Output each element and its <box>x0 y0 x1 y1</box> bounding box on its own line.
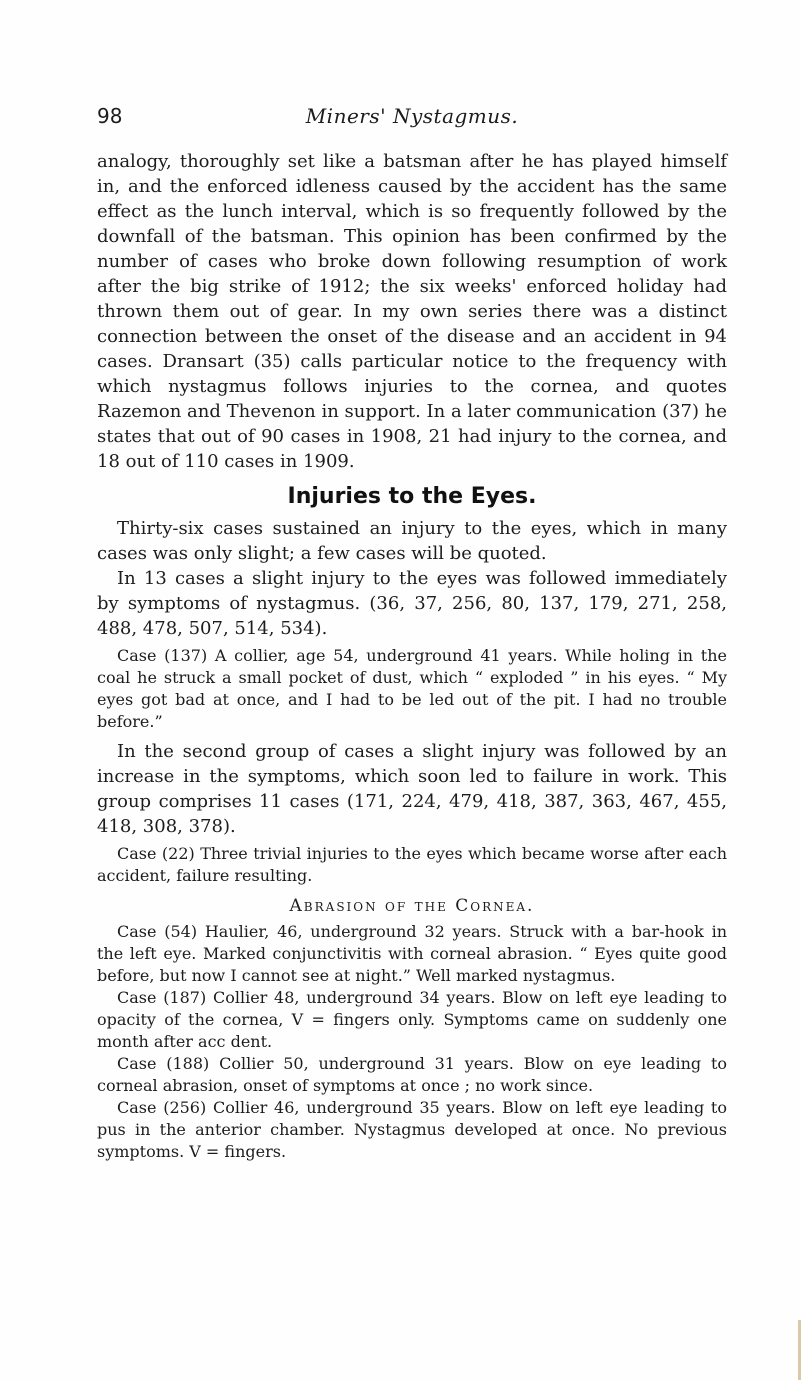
case-256: Case (256) Collier 46, underground 35 years. Blow on left eye leading to pus in the anterior chamber. Nystagmus developed at once. No previous symptoms. V = fingers. <box>97 1098 727 1161</box>
case-187: Case (187) Collier 48, underground 34 years. Blow on left eye leading to opacity of the cornea, V = fingers only. Symptoms came on suddenly one month after acc dent. <box>97 988 727 1051</box>
body-text <box>97 149 727 1163</box>
section-heading-injuries: Injuries to the Eyes. <box>287 484 537 509</box>
subheading-abrasion-cornea: Abrasion of the Cornea. <box>289 896 535 916</box>
case-188: Case (188) Collier 50, underground 31 years. Blow on eye leading to corneal abrasion, onset of symptoms at once ; no work since. <box>97 1054 727 1095</box>
paragraph-intro: analogy, thoroughly set like a batsman after he has played himself in, and the enforced idleness caused by the accident has the same effect as the lunch interval, which is so frequently followed by the downfall of the batsman. This opinion has been confirmed by the number of cases who broke down following resumption of work after the big strike of 1912; the six weeks' enforced holiday had thrown them out of gear. In my own series there was a distinct connection between the onset of the disease and an accident in 94 cases. Dransart (35) calls particular notice to the frequency with which nystagmus follows injuries to the cornea, and quotes Razemon and Thevenon in support. In a later communication (37) he states that out of 90 cases in 1908, 21 had injury to the cornea, and 18 out of 110 cases in 1909. <box>97 151 727 472</box>
case-54: Case (54) Haulier, 46, underground 32 years. Struck with a bar-hook in the left eye. Marked conjunctivitis with corneal abrasion. “ Eyes quite good before, but now I cannot see at night.” Well marked nystagmus. <box>97 922 727 985</box>
case-137: Case (137) A collier, age 54, underground 41 years. While holing in the coal he struck a small pocket of dust, which “ exploded ” in his eyes. “ My eyes got bad at once, and I had to be led out of the pit. I had no trouble before.” <box>97 646 727 731</box>
paragraph-second-group: In the second group of cases a slight injury was followed by an increase in the symptoms, which soon led to failure in work. This group comprises 11 cases (171, 224, 479, 418, 387, 363, 467, 455, 418, 308, 378). <box>97 741 727 837</box>
paragraph-13-cases: In 13 cases a slight injury to the eyes was followed immediately by symptoms of nystagmus. (36, 37, 256, 80, 137, 179, 271, 258, 488, 478, 507, 514, 534). <box>97 568 727 639</box>
case-22: Case (22) Three trivial injuries to the eyes which became worse after each accident, failure resulting. <box>97 844 727 885</box>
page-header <box>97 104 727 132</box>
running-title: Miners' Nystagmus. <box>305 104 519 128</box>
paragraph-thirty-six-cases: Thirty-six cases sustained an injury to the eyes, which in many cases was only slight; a few cases will be quoted. <box>97 518 727 564</box>
page-number: 98 <box>97 104 123 128</box>
